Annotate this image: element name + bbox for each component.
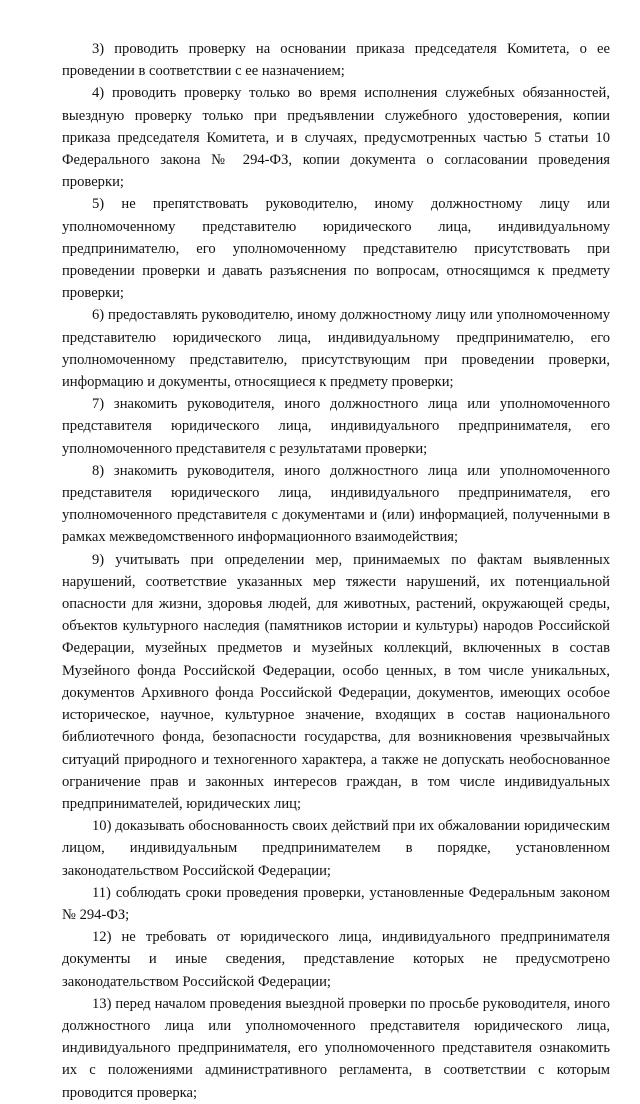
paragraph-item-11: 11) соблюдать сроки проведения проверки, установленные Федеральным законом № 294-ФЗ;	[62, 884, 610, 923]
paragraph-item-4: 4) проводить проверку только во время исполнения служебных обязанностей, выездную проверку только при предъявлении служебного удостоверения, копии приказа председателя Комитета, и в случаях, предусмотренных частью 5 статьи 10 Федерального закона № 294-ФЗ, копии документа о согласовании проведения проверки;	[62, 85, 610, 191]
paragraph-item-5: 5) не препятствовать руководителю, иному должностному лицу или уполномоченному представителю юридического лица, индивидуальному предпринимателю, его уполномоченному представителю присутствовать при проведении проверки и давать разъяснения по вопросам, относящимся к предмету проверки;	[62, 196, 610, 302]
paragraph-item-13: 13) перед началом проведения выездной проверки по просьбе руководителя, иного должностного лица или уполномоченного представителя юридического лица, индивидуального предпринимателя, его уполномоченного представителя ознакомить их с положениями административного регламента, в соответствии с которым проводится проверка;	[62, 995, 610, 1101]
paragraph-item-9: 9) учитывать при определении мер, принимаемых по фактам выявленных нарушений, соответствие указанных мер тяжести нарушений, их потенциальной опасности для жизни, здоровья людей, для животных, растений, окружающей среды, объектов культурного наследия (памятников истории и культуры) народов Российской Федерации, музейных предметов и музейных коллекций, включенных в состав Музейного фонда Российской Федерации, особо ценных, в том числе уникальных, документов Архивного фонда Российской Федерации, документов, имеющих особое историческое, научное, культурное значение, входящих в состав национального библиотечного фонда, безопасности государства, для возникновения чрезвычайных ситуаций природного и техногенного характера, а также не допускать необоснованное ограничение прав и законных интересов граждан, в том числе индивидуальных предпринимателей, юридических лиц;	[62, 551, 610, 812]
paragraph-item-10: 10) доказывать обоснованность своих действий при их обжаловании юридическим лицом, индивидуальным предпринимателем в порядке, установленном законодательством Российской Федерации;	[62, 818, 610, 879]
paragraph-item-8: 8) знакомить руководителя, иного должностного лица или уполномоченного представителя юридического лица, индивидуального предпринимателя, его уполномоченного представителя с документами и (или) информацией, полученными в рамках межведомственного информационного взаимодействия;	[62, 462, 610, 546]
paragraph-item-6: 6) предоставлять руководителю, иному должностному лицу или уполномоченному представителю юридического лица, индивидуальному предпринимателю, его уполномоченному представителю, присутствующим при проведении проверки, информацию и документы, относящиеся к предмету проверки;	[62, 307, 610, 391]
document-page	[62, 38, 610, 1104]
paragraph-item-3: 3) проводить проверку на основании приказа председателя Комитета, о ее проведении в соответствии с ее назначением;	[62, 41, 610, 80]
paragraph-item-7: 7) знакомить руководителя, иного должностного лица или уполномоченного представителя юридического лица, индивидуального предпринимателя, его уполномоченного представителя с результатами проверки;	[62, 396, 610, 457]
paragraph-item-12: 12) не требовать от юридического лица, индивидуального предпринимателя документы и иные сведения, представление которых не предусмотрено законодательством Российской Федерации;	[62, 929, 610, 990]
